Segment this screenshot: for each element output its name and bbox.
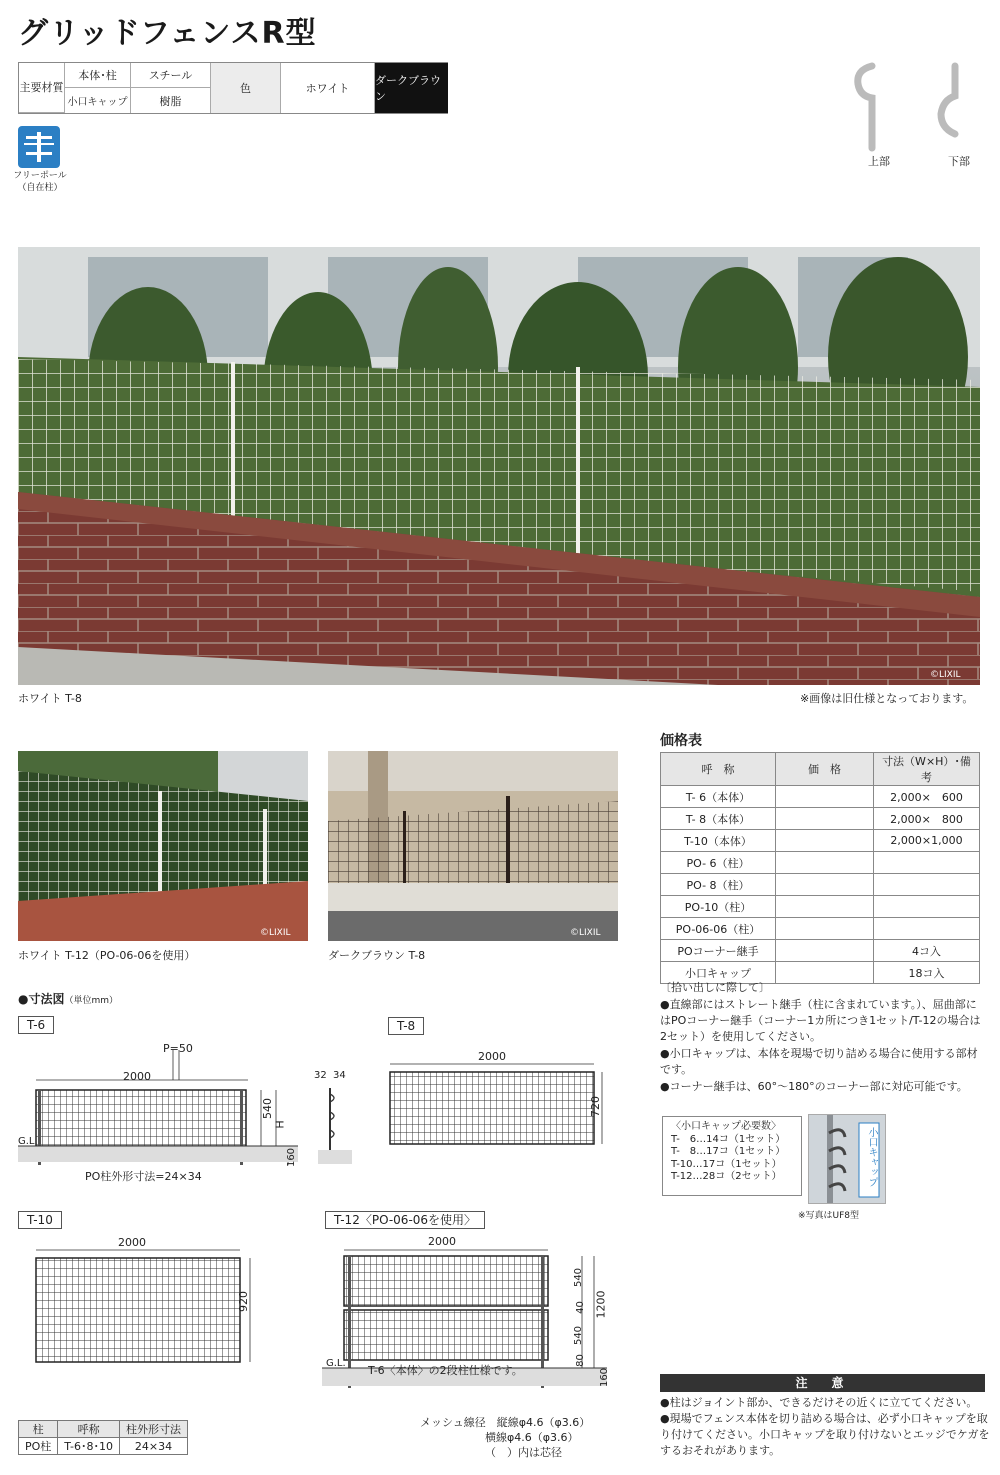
- t8-width: 2000: [478, 1050, 506, 1063]
- sub-photo-brown: [328, 751, 618, 941]
- mesh-spec: [420, 1415, 590, 1460]
- price-table-header: [661, 753, 980, 786]
- hook-top-label: 上部: [868, 155, 890, 168]
- t12-h-80: 80: [574, 1354, 586, 1367]
- caution-heading: 注 意: [660, 1374, 985, 1392]
- side-size-34: 34: [333, 1070, 346, 1081]
- cap-count-box: [662, 1116, 802, 1196]
- sub-photo-brown-caption: ダークブラウン T-8: [328, 949, 426, 962]
- t6-below: 160: [286, 1147, 298, 1168]
- main-material-label: 主要材質: [19, 63, 65, 113]
- cap-photo-label: 小口キャップ: [866, 1127, 877, 1187]
- header-spec: 寸法（W×H）･備考: [874, 753, 980, 786]
- cap-count-line: T- 6…14コ（1セット）: [671, 1133, 786, 1145]
- table-row: T-10（本体） 2,000×1,000: [661, 830, 980, 852]
- free-pole-label: フリーポール （自在柱）: [13, 171, 67, 193]
- t8-diagram: [388, 1052, 608, 1151]
- po-size-table: [18, 1420, 188, 1455]
- sub-photo-white-copyright: ©LIXIL: [260, 928, 291, 938]
- body-label: 本体･柱: [65, 63, 131, 88]
- pickup-note-item: ●小口キャップは、本体を現場で切り詰める場合に使用する部材です。: [660, 1047, 978, 1076]
- t12-below: 160: [599, 1367, 611, 1388]
- side-size-32: 32: [314, 1070, 327, 1081]
- mesh-note: （ ）内は芯径: [485, 1446, 562, 1459]
- cap-value: 樹脂: [131, 88, 211, 113]
- t8-tag: T-8: [388, 1017, 424, 1035]
- mesh-vertical: 縦線φ4.6（φ3.6）: [496, 1416, 591, 1429]
- table-row: PO-06-06（柱）: [661, 918, 980, 940]
- sub-photo-white: [18, 751, 308, 941]
- t6-gl: G.L.: [18, 1136, 38, 1147]
- t6-height-540: 540: [261, 1098, 274, 1119]
- cap-count-title: 〈小口キャップ必要数〉: [671, 1121, 781, 1132]
- color-white: ホワイト: [281, 63, 375, 113]
- sub-photo-brown-copyright: ©LIXIL: [570, 928, 601, 938]
- pickup-note-item: ●直線部にはストレート継手（柱に含まれています。）、屈曲部にはPOコーナー継手（コーナー1カ所につき1セット/T-12の場合は2セット）を使用してください。: [660, 998, 981, 1043]
- caution-item: ●柱はジョイント部か、できるだけその近くに立ててください。: [660, 1396, 978, 1409]
- body-value: スチール: [131, 63, 211, 88]
- main-photo-note: ※画像は旧仕様となっております。: [800, 692, 974, 705]
- t6-tag: T-6: [18, 1016, 54, 1034]
- pickup-notes-heading: 〔拾い出しに際して〕: [660, 981, 770, 994]
- t10-height: 920: [237, 1291, 250, 1312]
- pickup-notes: [660, 980, 985, 1096]
- t12-h-540-top: 540: [573, 1267, 585, 1288]
- table-row: PO-10（柱）: [661, 896, 980, 918]
- mesh-horizontal: 横線φ4.6（φ3.6）: [485, 1431, 579, 1444]
- cap-photo-note: ※写真はUF8型: [798, 1211, 860, 1221]
- table-row: T- 8（本体） 2,000× 800: [661, 808, 980, 830]
- t12-h-40: 40: [574, 1301, 586, 1314]
- cap-count-line: T-12…28コ（2セット）: [671, 1171, 782, 1182]
- table-row: PO- 6（柱）: [661, 852, 980, 874]
- t6-width: 2000: [123, 1070, 151, 1083]
- hook-bottom-label: 下部: [948, 155, 970, 168]
- caution-item: ●現場でフェンス本体を切り詰める場合は、必ず小口キャップを取り付けてください。小口キャップを取り付けないとエッジでケガをするおそれがあります。: [660, 1412, 990, 1457]
- cap-count-line: T- 8…17コ（1セット）: [671, 1146, 786, 1157]
- t6-po-size: PO柱外形寸法=24×34: [85, 1170, 202, 1183]
- caution-notes: [660, 1395, 990, 1459]
- table-row: PO柱 T-6･8･10 24×34: [19, 1438, 188, 1455]
- t12-width: 2000: [428, 1235, 456, 1248]
- free-pole-icon: [18, 126, 60, 168]
- t10-diagram: [30, 1236, 260, 1370]
- t8-height: 720: [589, 1096, 602, 1117]
- mesh-label: メッシュ線径: [420, 1416, 486, 1429]
- price-table: [660, 752, 980, 984]
- price-table-title: 価格表: [660, 733, 702, 749]
- cap-label: 小口キャップ: [65, 88, 131, 113]
- color-dark-brown: ダークブラウン: [375, 63, 448, 113]
- material-table: [18, 62, 448, 114]
- main-photo-caption: ホワイト T-8: [18, 692, 82, 705]
- table-row: POコーナー継手 4コ入: [661, 940, 980, 962]
- header-name: 呼 称: [661, 753, 776, 786]
- t12-gl: G.L.: [326, 1358, 346, 1369]
- table-row: PO- 8（柱）: [661, 874, 980, 896]
- main-photo: [18, 247, 980, 685]
- header-price: 価 格: [776, 753, 874, 786]
- t12-tag: T-12〈PO-06-06を使用〉: [325, 1211, 485, 1229]
- t10-tag: T-10: [18, 1211, 62, 1229]
- table-row: T- 6（本体） 2,000× 600: [661, 786, 980, 808]
- cap-count-line: T-10…17コ（1セット）: [671, 1158, 782, 1170]
- dimension-heading: ●寸法図（単位mm）: [18, 992, 119, 1006]
- t12-total: 1200: [594, 1290, 608, 1319]
- main-photo-copyright: ©LIXIL: [930, 670, 961, 680]
- table-row: 小口キャップ 18コ入: [661, 962, 980, 984]
- table-row: 柱 呼称 柱外形寸法: [19, 1421, 188, 1438]
- side-section-diagram: [318, 1084, 352, 1168]
- cap-photo: [808, 1114, 886, 1204]
- t12-h-540-bottom: 540: [573, 1325, 585, 1346]
- color-label: 色: [211, 63, 281, 113]
- sub-photo-white-caption: ホワイト T-12（PO-06-06を使用）: [18, 949, 196, 962]
- hook-top-icon: [850, 62, 910, 156]
- pickup-note-item: ●コーナー継手は、60°～180°のコーナー部に対応可能です。: [660, 1080, 968, 1093]
- t10-width: 2000: [118, 1236, 146, 1249]
- hook-bottom-icon: [925, 62, 985, 156]
- page-title: グリッドフェンスR型: [18, 16, 317, 51]
- t12-note: T-6〈本体〉の2段柱仕様です。: [368, 1364, 523, 1377]
- t6-pitch: P=50: [163, 1042, 193, 1055]
- t6-height-h: H: [273, 1120, 287, 1129]
